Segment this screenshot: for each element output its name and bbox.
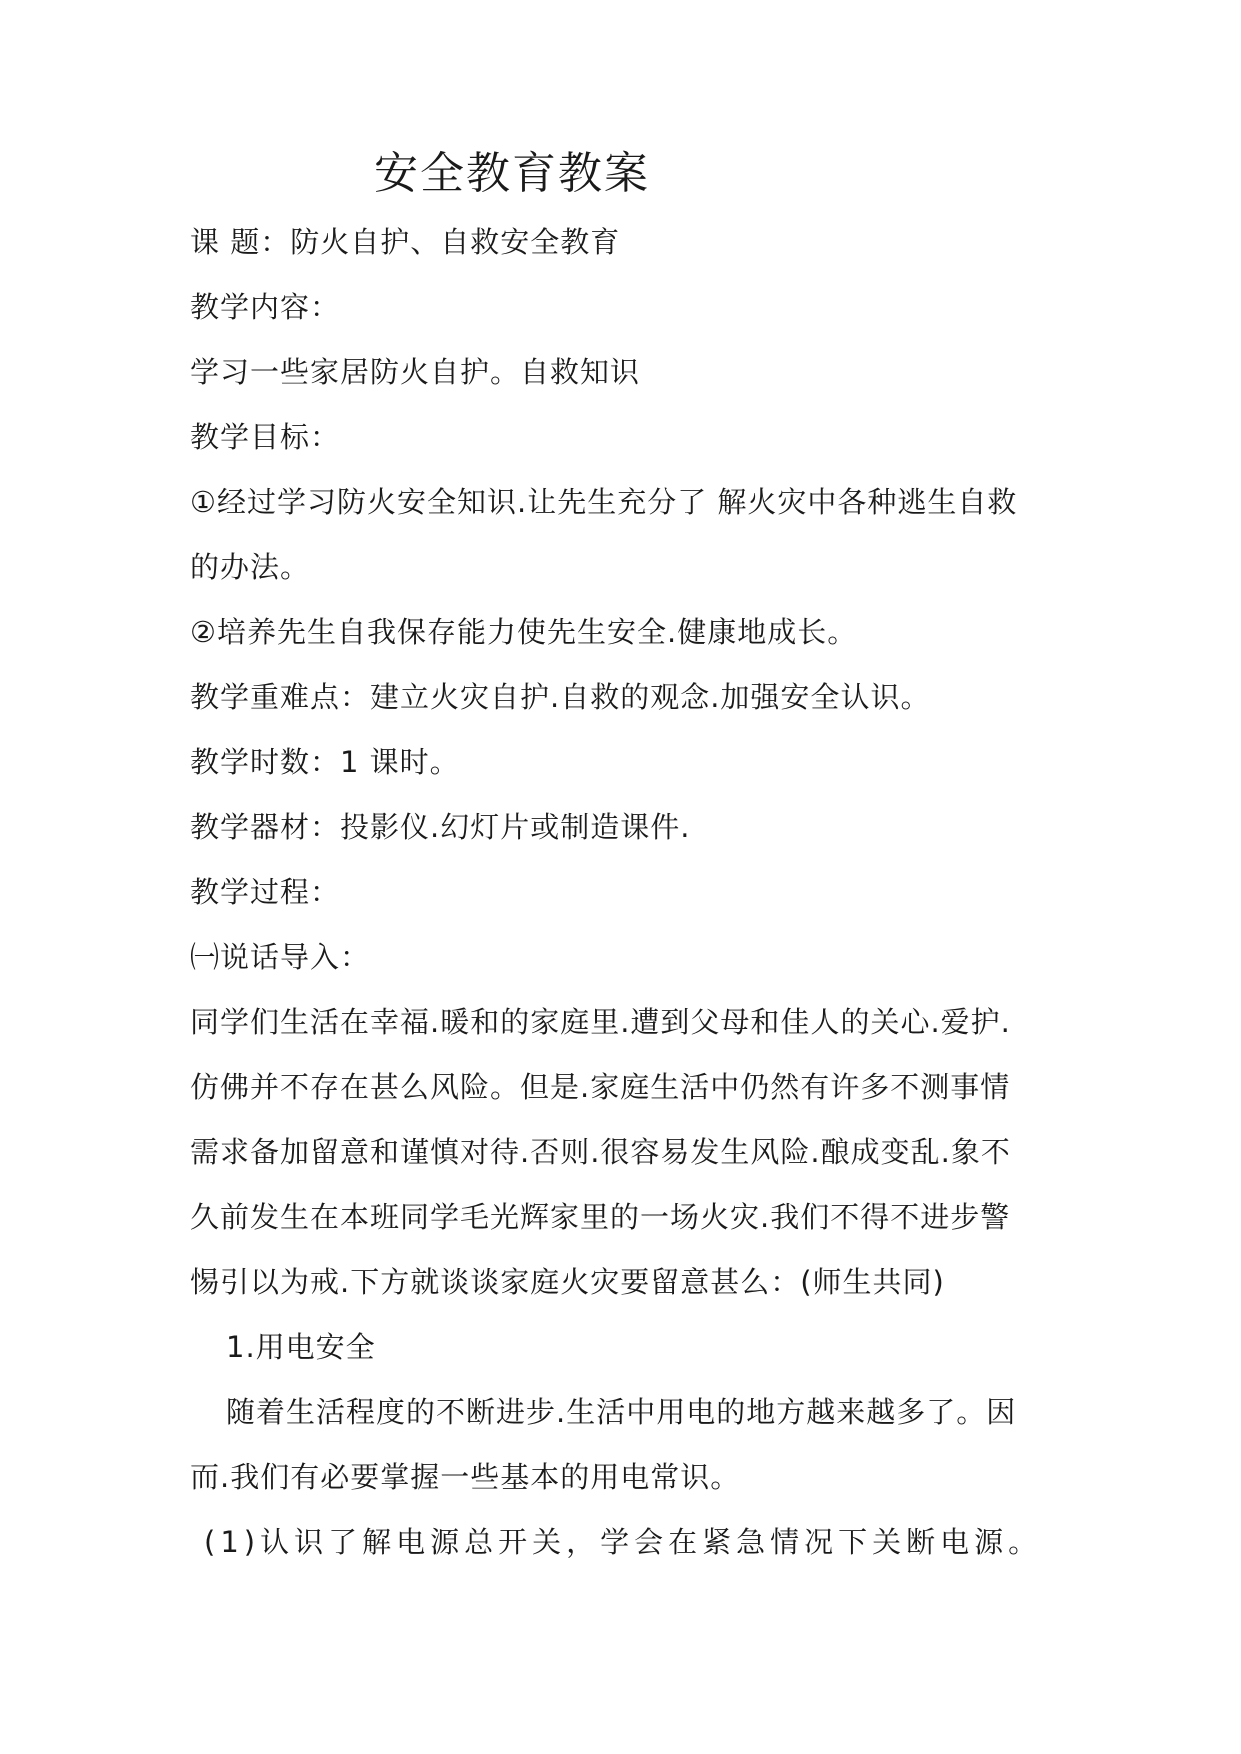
line-content-heading: 教学内容： [190,290,341,324]
line-para-3: 需求备加留意和谨慎对待.否则.很容易发生风险.酿成变乱.象不 [190,1135,1011,1169]
line-section-electricity: 1.用电安全 [226,1330,376,1364]
line-equipment: 教学器材：投影仪.幻灯片或制造课件. [190,810,691,844]
line-key-points: 教学重难点：建立火灾自护.自救的观念.加强安全认识。 [190,680,931,714]
line-electricity-para-2: 而.我们有必要掌握一些基本的用电常识。 [190,1460,741,1494]
line-electricity-para-1: 随着生活程度的不断进步.生活中用电的地方越来越多了。因 [226,1395,1017,1429]
line-content: 学习一些家居防火自护。自救知识 [190,355,641,389]
line-hours: 教学时数：1 课时。 [190,745,460,779]
line-process-heading: 教学过程： [190,875,341,909]
document-title: 安全教育教案 [374,148,650,199]
line-goal-1-cont: 的办法。 [190,550,311,584]
line-para-2: 仿佛并不存在甚么风险。但是.家庭生活中仍然有许多不测事情 [190,1070,1011,1104]
line-intro-heading: ㈠说话导入： [190,940,371,974]
line-goal-1: ①经过学习防火安全知识.让先生充分了 解火灾中各种逃生自救 [190,485,1018,519]
line-goals-heading: 教学目标： [190,420,341,454]
line-para-1: 同学们生活在幸福.暖和的家庭里.遭到父母和佳人的关心.爱护. [190,1005,1011,1039]
line-electricity-item-1: (1)认识了解电源总开关，学会在紧急情况下关断电源。 [204,1525,1043,1559]
line-para-5: 惕引以为戒.下方就谈谈家庭火灾要留意甚么：(师生共同) [190,1265,945,1299]
line-goal-2: ②培养先生自我保存能力使先生安全.健康地成长。 [190,615,858,649]
line-subject: 课 题：防火自护、自救安全教育 [190,225,621,259]
line-para-4: 久前发生在本班同学毛光辉家里的一场火灾.我们不得不进步警 [190,1200,1011,1234]
